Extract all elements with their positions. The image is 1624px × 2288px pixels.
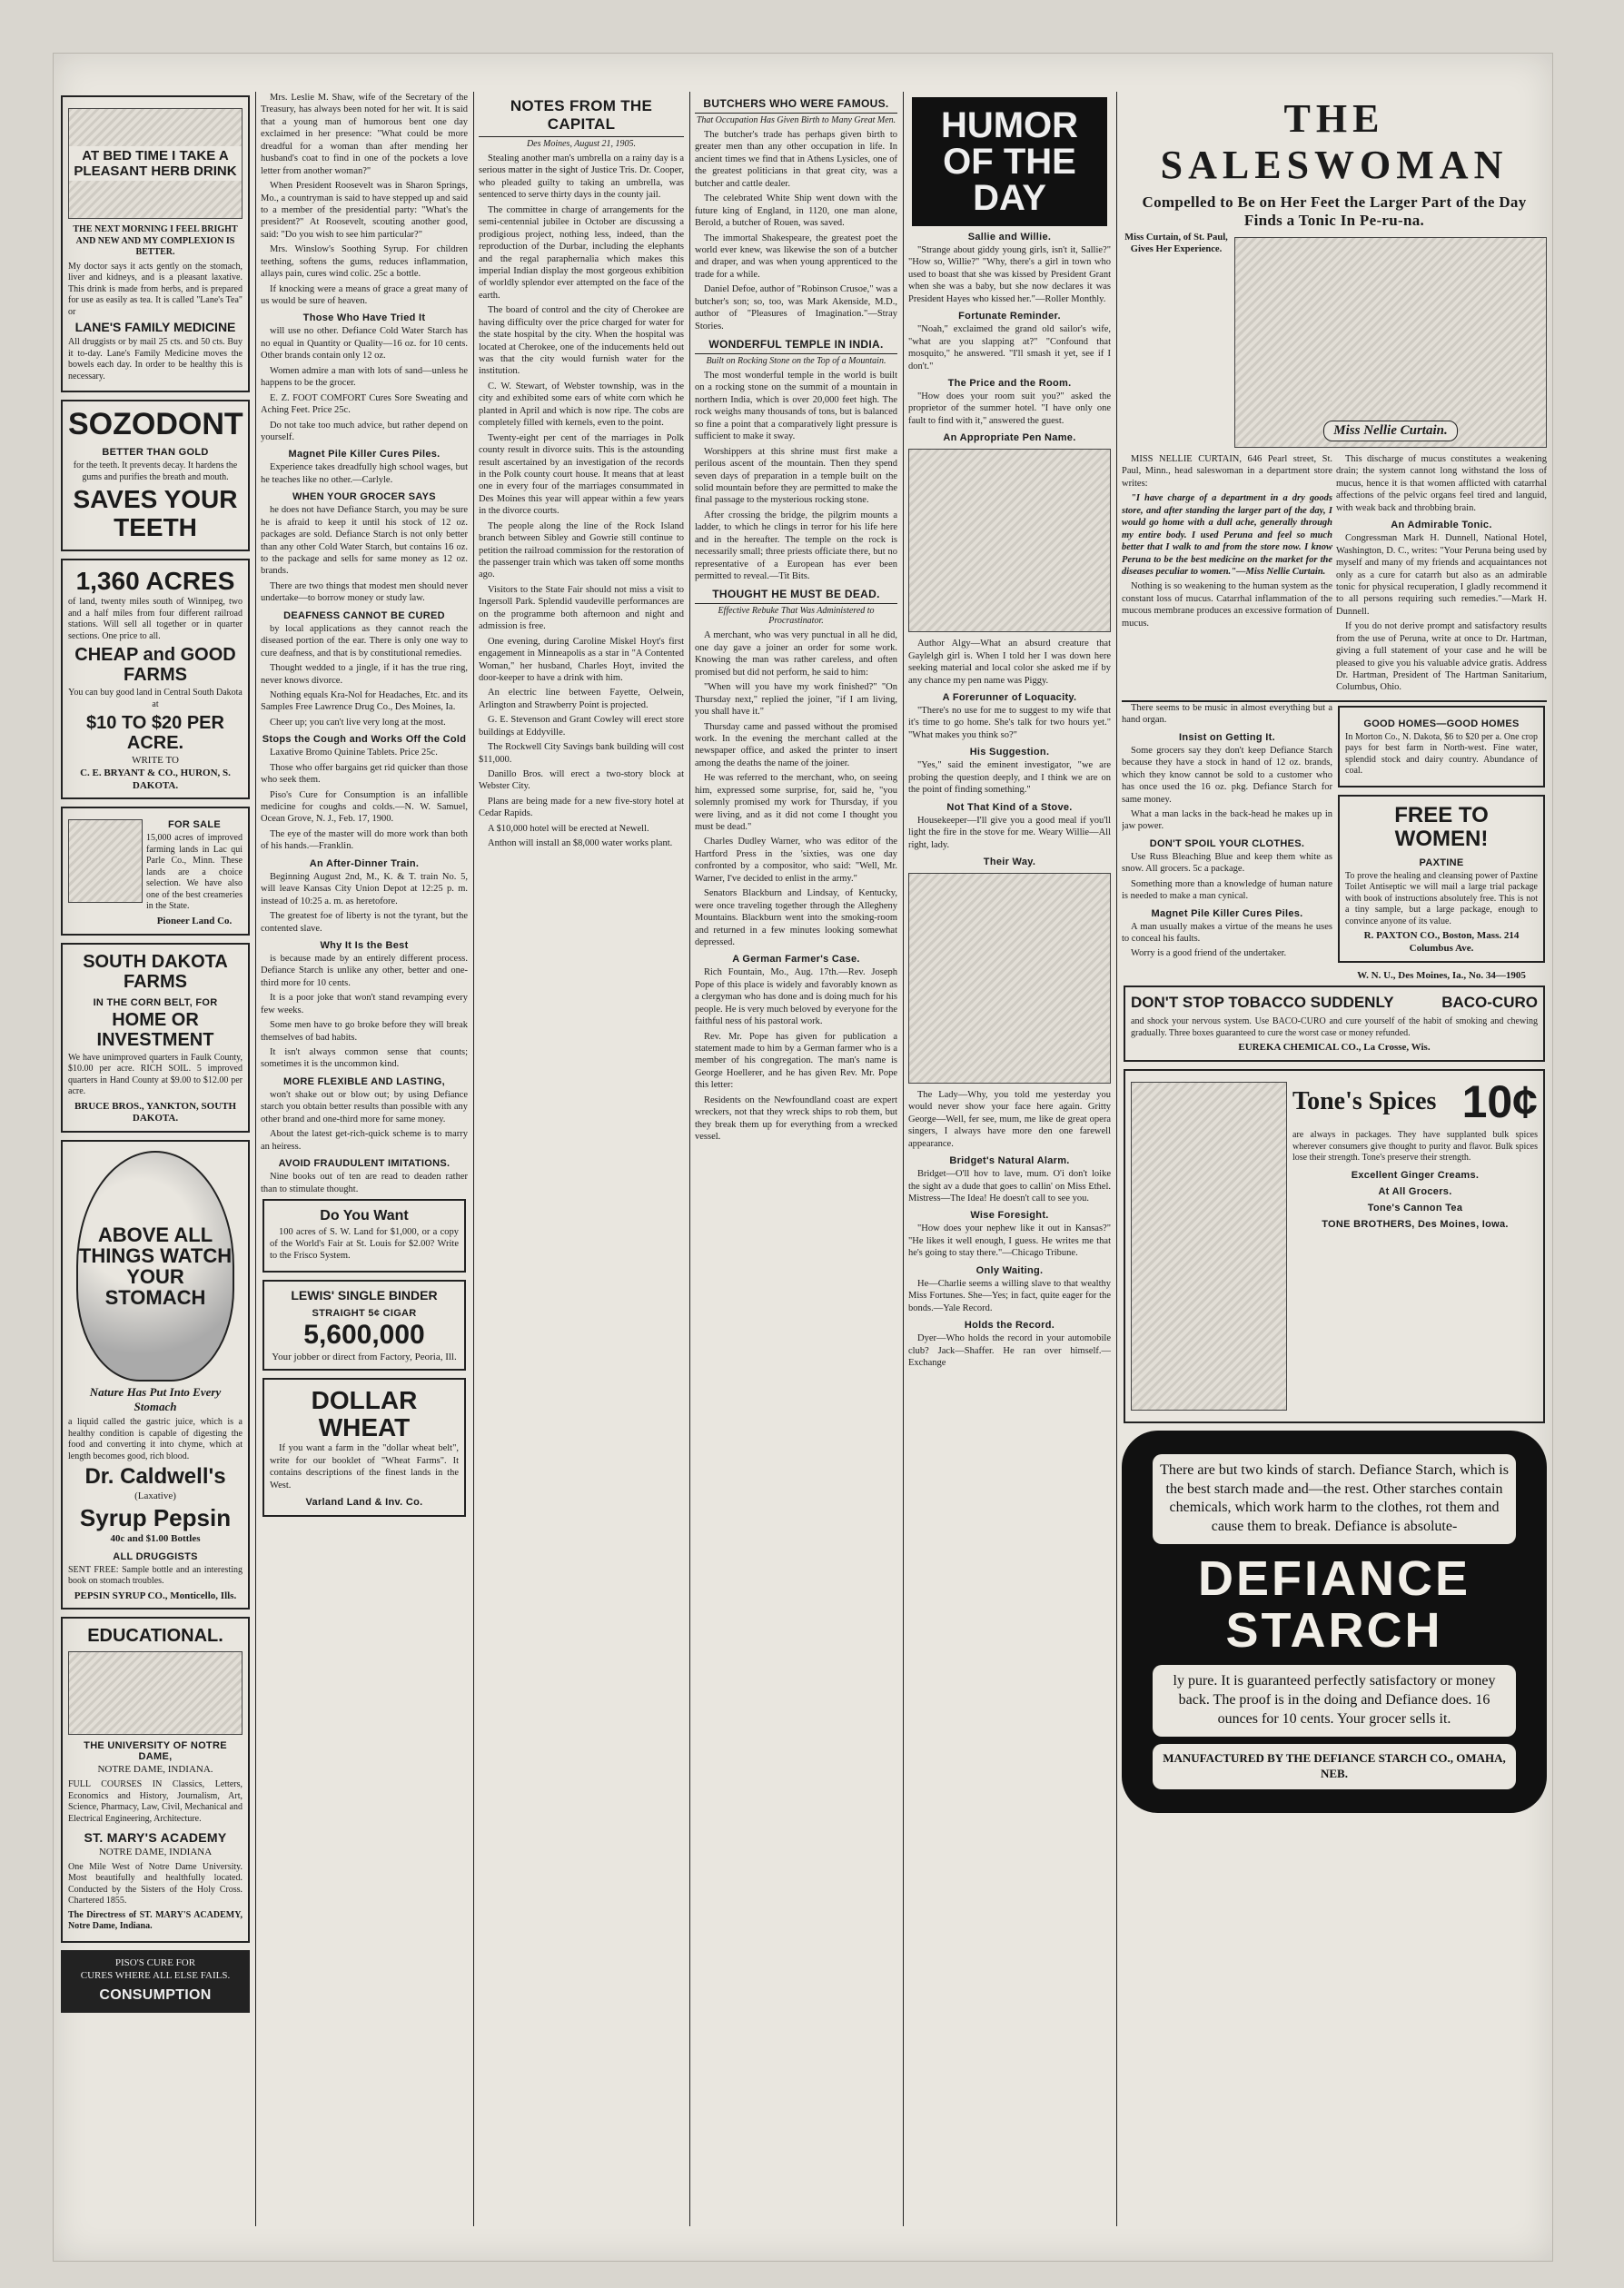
anthon-item: Anthon will install an $8,000 water works plant. <box>488 838 673 849</box>
master-eye-item: The eye of the master will do more work than both of his hands.—Franklin. <box>261 828 468 852</box>
german-farmer-p2: Rev. Mr. Pope has given for publication a statement made to him by a German farmer who is a member of his congregation. The man's name is George Hoellerer, and he has given Rev. Mr. Pope this letter: <box>695 1031 897 1091</box>
free-to-women-title: FREE TO WOMEN! <box>1394 802 1489 852</box>
tones-company: TONE BROTHERS, Des Moines, Iowa. <box>1322 1218 1509 1230</box>
saleswoman-caption: Miss Curtain, of St. Paul, Gives Her Experience. <box>1124 233 1228 255</box>
insist-heading: Insist on Getting It. <box>1179 731 1275 743</box>
common-sense-item: It isn't always common sense that counts; sometimes it is the uncommon kind. <box>261 1047 468 1070</box>
humor-item-1: "Strange about giddy young girls, isn't it, Sallie?" "How so, Willie?" "Why, there's a girl in town who used to boast that she was kissed by President Grant when she was a baby, but she now declares it was President Hayes who kissed her."—Roller Monthly. <box>908 245 1111 304</box>
pen-name-cartoon <box>908 449 1111 632</box>
land-sale-agent: Pioneer Land Co. <box>156 915 233 926</box>
herb-drink-ad <box>61 95 250 392</box>
tonic-heading: An Admirable Tonic. <box>1391 520 1492 531</box>
notre-dame-name: THE UNIVERSITY OF NOTRE DAME, <box>84 1740 227 1763</box>
st-marys-name: ST. MARY'S ACADEMY <box>84 1830 227 1846</box>
column-2-miscellany <box>261 92 468 2226</box>
kra-nol-item: Nothing equals Kra-Nol for Headaches, Etc. and its Samples Free Lawrence Drug Co., Des Moines, Ia. <box>261 689 468 713</box>
cynical-item: Something more than a knowledge of human nature is needed to make a man cynical. <box>1122 878 1332 902</box>
paxtine-brand: PAXTINE <box>1419 857 1464 868</box>
cough-heading: Stops the Cough and Works Off the Cold <box>262 734 467 746</box>
tobacco-company: EUREKA CHEMICAL CO., La Crosse, Wis. <box>1238 1042 1431 1054</box>
dollar-wheat-title: DOLLAR WHEAT <box>311 1386 418 1441</box>
humor-item-5: "There's no use for me to suggest to my wife that it's time to go home. She's talk for two hours yet." "What makes you think so?" <box>908 706 1111 740</box>
herb-ad-tagline: THE NEXT MORNING I FEEL BRIGHT AND NEW AND MY COMPLEXION IS BETTER. <box>73 224 238 257</box>
farms-body: You can buy good land in Central South Dakota at <box>68 688 243 709</box>
herb-ad-body: My doctor says it acts gently on the stomach, liver and kidneys, and is a pleasant laxative. This drink is made from herbs, and is prepared for use as easily as tea. It is called "Lane's Tea" or <box>68 261 243 317</box>
butchers-sub: That Occupation Has Given Birth to Many Great Men. <box>696 115 896 125</box>
divorce-story: Twenty-eight per cent of the marriages in Polk county result in divorce suits. This is the astounding result ascertained by an investigation of the records in the Polk county court house. It means that at least one in every four of the marriages consummated in Des Moines this year will appear within a few years in the divorce courts. <box>479 432 684 517</box>
column-6-ads <box>1122 92 1547 2226</box>
jaw-power-item: What a man lacks in the back-head he makes up in jaw power. <box>1122 808 1332 832</box>
sozodont-name: SOZODONT <box>68 407 243 442</box>
piso-cure-ad <box>61 1950 250 2014</box>
humor-item-3: "How does your room suit you?" asked the proprietor of the summer hotel. "I have only one fault to find with it," answered the guest. <box>908 391 1111 426</box>
tobacco-body: and shock your nervous system. Use BACO-CURO and cure yourself of the habit of smoking and chewing gradually. Three boxes guaranteed to cure the worst case or money refunded. <box>1131 1016 1538 1038</box>
spoil-heading: DON'T SPOIL YOUR CLOTHES. <box>1149 837 1305 849</box>
tones-recipe: Excellent Ginger Creams. <box>1351 1169 1480 1181</box>
humor-heading-6: His Suggestion. <box>969 747 1050 758</box>
hartman-advice: If you do not derive prompt and satisfactory results from the use of Peruna, write at once to Dr. Hartman, giving a full statement of your case and he will be pleased to give you his valuable advice gratis. Address Dr. Hartman, President of The Hartman Sanitarium, Columbus, Ohio. <box>1336 621 1547 693</box>
caldwell-price: 40c and $1.00 Bottles <box>110 1532 201 1544</box>
dead-p1: A merchant, who was very punctual in all he did, one day gave a joiner an order for some work. Knowing the man was rather careless, and often promised but did not perform, he said to him: <box>695 630 897 678</box>
butchers-p3: The immortal Shakespeare, the greatest poet the world ever knew, was likewise the son of a butcher and draper, and was when young apprenticed to the trade for a while. <box>695 233 897 280</box>
caldwell-product: Dr. Caldwell's <box>84 1464 226 1490</box>
humor-of-the-day-header: HUMOR OF THE DAY <box>912 97 1107 226</box>
caldwell-product-name: Syrup Pepsin <box>79 1504 232 1532</box>
humor-item-6: "Yes," said the eminent investigator, "we are probing the question deeply, and I think we are on the point of finding something." <box>908 760 1111 796</box>
university-illustration <box>68 1651 243 1735</box>
sd-farms-sub: IN THE CORN BELT, FOR <box>93 996 218 1008</box>
dead-p2: "When will you have my work finished?" "On Thursday next," replied the joiner, "if I am living, you shall have it." <box>695 682 897 718</box>
do-you-want-ad <box>262 1199 466 1273</box>
dead-p3: Thursday came and passed without the promised work. In the evening the merchant called at the newspaper office, and asked the printer to insert among the deaths the name of the joiner. <box>695 721 897 768</box>
butchers-p1: The butcher's trade has perhaps given birth to greater men than any other occupation in life. In ancient times we find that in Athens Lysicles, one of the greatest politicians in that great city, was a butcher and cattle dealer. <box>695 130 897 189</box>
blackburn-story: Senators Blackburn and Lindsay, of Kentucky, were once traveling together through the Allegheny Mountains. Blackburn went into the smoking-room and returned in a few minutes looking somewhat depressed. <box>695 888 897 947</box>
heiress-item: About the latest get-rich-quick scheme is to marry an heiress. <box>261 1129 468 1152</box>
liberty-item: The greatest foe of liberty is not the tyrant, but the contented slave. <box>261 911 468 934</box>
spoil-body: Use Russ Bleaching Blue and keep them white as snow. All grocers. 5c a package. <box>1122 851 1332 875</box>
sand-item: Women admire a man with lots of sand—unless he happens to be the grocer. <box>261 365 468 389</box>
cedar-rapids-item: Plans are being made for a new five-story hotel at Cedar Rapids. <box>479 796 684 819</box>
why-best-body: is because made by an entirely different process. Defiance Starch is unlike any other, better and one-third more for 10 cents. <box>261 953 468 988</box>
st-marys-directress: The Directress of ST. MARY'S ACADEMY, Notre Dame, Indiana. <box>68 1909 243 1932</box>
pen-name-caption: Author Algy—What an absurd creature that Gaylelgh girl is. When I told her I was down here seeking material and local color she asked me if by any chance my pen name was Piggy. <box>908 639 1111 686</box>
sd-farms-contact: BRUCE BROS., YANKTON, SOUTH DAKOTA. <box>74 1100 237 1124</box>
jubilee-story: The committee in charge of arrangements for the semi-centennial jubilee in October are discussing a prodigious project, nothing less, indeed, than the reproduction of the Durbar, including the elephants and the regal paraphernalia which makes this imperial Indian display the most gorgeous exhibition of worldly splendor ever attempted on the face of the earth. <box>479 204 684 301</box>
balloon-text: ABOVE ALL THINGS WATCH YOUR STOMACH <box>78 1223 233 1310</box>
acres-ad <box>61 559 250 800</box>
avoid-heading: AVOID FRAUDULENT IMITATIONS. <box>278 1158 451 1170</box>
wnu-line: W. N. U., Des Moines, Ia., No. 34—1905 <box>1357 969 1526 981</box>
humor-item-12: Dyer—Who holds the record in your automobile club? Jack—Shaffer. He ran over himself.—Exchange <box>908 1333 1111 1368</box>
acres-body: of land, twenty miles south of Winnipeg, two and a half miles from four different railroad stations. Will sell all together or in quarter sections. One price to all. <box>68 597 243 641</box>
piso-line2: CURES WHERE ALL ELSE FAILS. <box>80 1969 231 1981</box>
advice-item: Do not take too much advice, but rather depend on yourself. <box>261 420 468 442</box>
herb-ad-product: LANE'S FAMILY MEDICINE <box>74 320 236 334</box>
experience-item: Experience takes dreadfully high school wages, but he teaches like no other.—Carlyle. <box>261 462 468 485</box>
grocer-body: he does not have Defiance Starch, you may be sure he is afraid to keep it until his stock of 12 oz. packages are sold. Defiance Starch is not only better than any other Cold Water Starch, but contains 16 oz. to the package and sells for same money as 12 oz. brands. <box>261 505 468 577</box>
humor-item-11: He—Charlie seems a willing slave to that wealthy Miss Fortunes. She—Yes; in fact, quite eager for the bonds.—Yale Record. <box>908 1278 1111 1313</box>
spices-woman-illustration <box>1131 1082 1287 1411</box>
broke-item: Some men have to go broke before they will break themselves of bad habits. <box>261 1020 468 1043</box>
cough-body: Laxative Bromo Quinine Tablets. Price 25c. <box>270 748 438 758</box>
lewis-binder-ad <box>262 1280 466 1372</box>
st-marys-location: NOTRE DAME, INDIANA <box>98 1847 213 1858</box>
temple-p1: The most wonderful temple in the world is built on a rocking stone on the summit of a mountain in northern India, which is over 20,000 feet high. The rock weighs many thousands of tons, but is balanced so fine a point that a comparatively light pressure is sufficient to make it sway. <box>695 371 897 442</box>
humor-item-2: "Noah," exclaimed the grand old sailor's wife, "what are you slapping at?" "Confound that mosquito," he answered. "I'll smash it yet, see if I don't." <box>908 324 1111 371</box>
humor-heading-7: Not That Kind of a Stove. <box>946 801 1073 813</box>
humor-heading-5: A Forerunner of Loquacity. <box>942 692 1077 703</box>
acres-headline: 1,360 ACRES <box>75 566 235 595</box>
humor-heading-12: Holds the Record. <box>964 1320 1055 1332</box>
german-farmer-p1: Rich Fountain, Mo., Aug. 17th.—Rev. Joseph Pope of this place is widely and favorably known as a clergyman who has done and is doing much for his people. He is very much beloved by everyone for the faithful ness of his pastoral work. <box>695 967 897 1027</box>
humor-item-10: "How does your nephew like it out in Kansas?" "He likes it well enough, I guess. He writes me that he's going to stay there."—Chicago Tribune. <box>908 1223 1111 1259</box>
herb-ad-headline: AT BED TIME I TAKE A PLEASANT HERB DRINK <box>69 146 242 181</box>
flexible-heading: MORE FLEXIBLE AND LASTING, <box>283 1075 445 1087</box>
sd-farms-headline: SOUTH DAKOTA FARMS <box>83 951 228 992</box>
deafness-body: by local applications as they cannot reach the diseased portion of the ear. There is only one way to cure deafness, and that is by constitutional remedies. <box>261 623 468 659</box>
magnet-heading-2: Magnet Pile Killer Cures Piles. <box>1151 907 1303 919</box>
binder-number: 5,600,000 <box>303 1320 425 1351</box>
butchers-p4: Daniel Defoe, author of "Robinson Crusoe," was a butcher's son; so, too, was Mark Akenside, M.D., author of "Pleasures of Imagination."—Stray Stories. <box>695 284 897 332</box>
caldwell-product-sub: (Laxative) <box>134 1491 176 1502</box>
cheer-up-item: Cheer up; you can't live very long at the most. <box>270 717 446 728</box>
humor-heading-11: Only Waiting. <box>975 1264 1044 1276</box>
modest-men-item: There are two things that modest men should never undertake—to borrow money or study law. <box>261 580 468 604</box>
those-who-tried-body: will use no other. Defiance Cold Water Starch has no equal in Quantity or Quality—16 oz. for 10 cents. Other brands contain only 12 oz. <box>261 326 468 362</box>
st-marys-body: One Mile West of Notre Dame University. Most beautifully and healthfully located. Conducted by the Sisters of the Holy Cross. Chartered 1855. <box>68 1861 243 1907</box>
dollar-wheat-company: Varland Land & Inv. Co. <box>305 1497 423 1509</box>
soothing-syrup-item: Mrs. Winslow's Soothing Syrup. For children teething, softens the gums, reduces inflammation, allays pain, cures wind colic. 25c a bottle. <box>261 244 468 280</box>
piso-line1: PISO'S CURE FOR <box>114 1956 196 1968</box>
saleswoman-subtitle: Compelled to Be on Her Feet the Larger Part of the Day Finds a Tonic In Pe-ru-na. <box>1142 193 1527 229</box>
mucus-p1: Nothing is so weakening to the human system as the constant loss of mucus. Catarrhal inflammation of the mucous membrane produces an excessive formation of mucus. <box>1122 581 1332 629</box>
sd-farms-headline2: HOME OR INVESTMENT <box>96 1009 214 1050</box>
herb-ad-footer: All druggists or by mail 25 cts. and 50 cts. Buy it to-day. Lane's Family Medicine moves the bowels each day. In order to be healthy this is necessary. <box>68 337 243 381</box>
good-homes-ad <box>1338 706 1545 787</box>
tones-spices-price: 10¢ <box>1461 1075 1538 1127</box>
starch-maker: MANUFACTURED BY THE DEFIANCE STARCH CO., OMAHA, NEB. <box>1153 1744 1516 1789</box>
want-title: Do You Want <box>320 1207 409 1223</box>
capital-notes-title: NOTES FROM THE CAPITAL <box>479 97 684 137</box>
warner-story: Charles Dudley Warner, who was editor of the Hartford Press in the 'sixties, was one day confronted by a compositor, who said: "Well, Mr. Warner, I've decided to enlist in the army." <box>695 837 897 884</box>
capital-dateline: Des Moines, August 21, 1905. <box>526 139 637 149</box>
humor-heading-8: Their Way. <box>983 856 1036 867</box>
notre-dame-courses: FULL COURSES IN Classics, Letters, Economics and History, Journalism, Art, Science, Pharmacy, Law, Civil, Mechanical and Electrical Engineering, Architecture. <box>68 1779 243 1824</box>
after-dinner-body: Beginning August 2nd, M., K. & T. train No. 5, will leave Kansas City Union Depot at 12:25 p. m. instead of 10:25 a. m. as heretofore. <box>261 871 468 906</box>
binder-title: LEWIS' SINGLE BINDER <box>291 1287 438 1302</box>
after-dinner-heading: An After-Dinner Train. <box>309 857 420 869</box>
umbrella-story: Stealing another man's umbrella on a rainy day is a serious matter in the sight of Justice Tris. Dr. Cooper, who pleaded guilty to taking an umbrella, was sentenced to serve thirty days in the county jail. <box>479 154 684 201</box>
humor-heading-3: The Price and the Room. <box>947 377 1072 389</box>
tones-spices-brand: Tone's Spices <box>1292 1086 1437 1115</box>
farms-write-label: WRITE TO <box>132 755 179 767</box>
farms-price: $10 TO $20 PER ACRE. <box>86 713 224 754</box>
jingle-item: Thought wedded to a jingle, if it has the true ring, never knows divorce. <box>261 663 468 686</box>
humor-heading-1: Sallie and Willie. <box>967 232 1052 243</box>
column-rule <box>255 92 256 2226</box>
land-sale-illustration <box>68 819 143 903</box>
deafness-heading: DEAFNESS CANNOT BE CURED <box>283 609 445 621</box>
tones-spices-body: are always in packages. They have supplanted bulk spices wherever consumers give thought to purity and flavor. Bulk spices lose their strength. Tone's preserve their strength. <box>1292 1130 1538 1164</box>
baco-curo-brand: BACO-CURO <box>1441 994 1538 1012</box>
newspaper-page <box>53 53 1553 2262</box>
dead-sub: Effective Rebuke That Was Administered to Procrastinator. <box>718 606 875 627</box>
dollar-wheat-ad <box>262 1378 466 1517</box>
sozodont-body: for the teeth. It prevents decay. It hardens the gums and purifies the breath and mouth. <box>73 461 238 482</box>
worry-item: Worry is a good friend of the undertaker. <box>1131 948 1287 959</box>
caldwell-company: PEPSIN SYRUP CO., Monticello, Ills. <box>74 1590 237 1601</box>
their-way-cartoon <box>908 873 1111 1084</box>
virtue-item: A man usually makes a virtue of the means he uses to conceal his faults. <box>1122 921 1332 944</box>
humor-heading-10: Wise Foresight. <box>970 1210 1049 1222</box>
butchers-p2: The celebrated White Ship went down with the future king of England, in 1120, one man alone, Berold, a butcher of Rouen, was saved. <box>695 193 897 229</box>
why-best-heading: Why It Is the Best <box>320 939 409 951</box>
temple-sub: Built on Rocking Stone on the Top of a Mountain. <box>706 356 886 366</box>
sozodont-slogan: SAVES YOUR TEETH <box>73 485 238 541</box>
notre-dame-location: NOTRE DAME, INDIANA. <box>97 1764 213 1776</box>
bargains-item: Those who offer bargains get rid quicker than those who seek them. <box>261 762 468 786</box>
roosevelt-anecdote: When President Roosevelt was in Sharon Springs, Mo., a countryman is said to have stepped up and said to a member of the presidential party: "What's the president?" At Roosevelt, scouting another good, said: "Do you wish to see him particular?" <box>261 181 468 240</box>
poor-joke-item: It is a poor joke that won't stand revamping every few weeks. <box>261 993 468 1015</box>
column-3-capital-notes <box>479 92 684 2226</box>
column-4-features <box>695 92 897 2226</box>
sozodont-tagline: BETTER THAN GOLD <box>102 447 209 459</box>
insist-body: Some grocers say they don't keep Defiance Starch because they have a stock in hand of 12 oz. brands, which they know cannot be sold to a customer who has once used the 16 oz. pkg. Defiance Starch for same money. <box>1122 745 1332 805</box>
land-sale-body: 15,000 acres of improved farming lands in Lac qui Parle Co., Minn. These lands are a choice selection. We have also one of the best creameries in the State. <box>146 833 243 912</box>
balloon-illustration <box>76 1151 234 1382</box>
want-body: 100 acres of S. W. Land for $1,000, or a copy of the World's Fair at St. Louis for $2.00? Write to the Frisco System. <box>270 1226 459 1262</box>
humor-item-7: Housekeeper—I'll give you a good meal if you'll light the fire in the stove for me. Weary Willie—All right, lady. <box>908 815 1111 850</box>
curtain-testimonial: "I have charge of a department in a dry goods store, and after standing the larger part of the day, I would go home with a dull ache, generally through my entire body. I used Peruna and feel so much better that I walk to and from the store now. I know Peruna to be the best medicine on the market for the diseases peculiar to women."—Miss Nellie Curtain. <box>1122 493 1332 577</box>
column-rule <box>473 92 474 2226</box>
grocer-heading: WHEN YOUR GROCER SAYS <box>292 491 436 503</box>
dunnell-testimonial: Congressman Mark H. Dunnell, National Hotel, Washington, D. C., writes: "Your Peruna being used by myself and many of my friends and acquaintances not only as a cure for catarrh but also as an admirable tonic for physical recuperation, I gladly recommend it to all persons requiring such remedies."—Mark H. Dunnell. <box>1336 533 1547 617</box>
farms-agent: C. E. BRYANT & CO., HURON, S. DAKOTA. <box>80 767 231 791</box>
dead-p4: He was referred to the merchant, who, on seeing him, expressed some surprise, for, said he, "you solemnly promised my work for Thursday, if you were living, and as it did not come I thought you must be dead." <box>695 773 897 832</box>
newfoundland-item: Residents on the Newfoundland coast are expert wreckers, not that they wreck ships to rob them, but they break them up for everything from a wrecked vessel. <box>695 1094 897 1143</box>
sd-farms-body: We have unimproved quarters in Faulk County, $10.00 per acre. RICH SOIL. 5 improved quarters in Hand County at $9.00 to $12.00 per acre. <box>68 1052 243 1097</box>
land-sale-ad <box>61 807 250 935</box>
defiance-starch-name: DEFIANCE STARCH <box>1197 1551 1471 1658</box>
books-item: Nine books out of ten are read to deaden rather than to stimulate thought. <box>261 1172 468 1194</box>
binder-sub: STRAIGHT 5¢ CIGAR <box>312 1308 417 1320</box>
humor-item-9: Bridget—O'll hov to lave, mum. O'i don't loike the sight av a dude that goes to callin' on Miss Ethel. Mistress—The Idea! He doesn't call to see you. <box>908 1169 1111 1203</box>
column-1-ads <box>59 92 252 2226</box>
column-rule <box>1116 92 1117 2226</box>
butchers-title: BUTCHERS WHO WERE FAMOUS. <box>695 97 897 114</box>
eddyville-item: G. E. Stevenson and Grant Cowley will erect store buildings at Eddyville. <box>479 715 684 738</box>
column-5-humor <box>908 92 1111 2226</box>
german-farmer-title: A German Farmer's Case. <box>732 954 860 966</box>
dead-title: THOUGHT HE MUST BE DEAD. <box>695 588 897 604</box>
paxtine-address: R. PAXTON CO., Boston, Mass. 214 Columbus Ave. <box>1363 930 1520 954</box>
piso-line3: CONSUMPTION <box>99 1987 212 2004</box>
temple-p2: Worshippers at this shrine must first make a perilous ascent of the mountain. Then they spend seven days of preparation in a temple built on the solid mountain before they are permitted to make the final passage to the mysterious rocking stone. <box>695 446 897 506</box>
foot-comfort-item: E. Z. FOOT COMFORT Cures Sore Sweating and Aching Feet. Price 25c. <box>261 392 468 416</box>
starch-outro: ly pure. It is guaranteed perfectly satisfactory or money back. The proof is in the doing and Defiance does. 16 ounces for 10 cents. Your grocer sells it. <box>1153 1665 1516 1736</box>
their-way-caption: The Lady—Why, you told me yesterday you would never show your face here again. Gritty George—Well, fer see, mum, me like de great opera singers, I always have more den one farewell appearance. <box>908 1089 1111 1149</box>
electric-line-item: An electric line between Fayette, Oelwein, Arlington and Strawberry Point is projected. <box>479 688 684 710</box>
land-sale-title: FOR SALE <box>167 819 221 831</box>
rock-island-story: The people along the line of the Rock Island branch between Sibley and Gowrie still continue to petition the railroad commission for the restoration of the passenger train which was taken off some months ago. <box>479 520 684 580</box>
good-homes-body: In Morton Co., N. Dakota, $6 to $20 per a. One crop pays for best farm in North-west. Fine water, splendid stock and dairy country. Abundance of coal. <box>1345 731 1538 777</box>
caldwell-syrup-pepsin-ad <box>61 1140 250 1610</box>
mucus-p2: This discharge of mucus constitutes a weakening drain; the system cannot long withstand the loss of mucus, hence it is that women afflicted with catarrhal affections of the pelvic organs feel tired and languid, with weak back and throbbing brain. <box>1336 454 1547 513</box>
dollar-wheat-body: If you want a farm in the "dollar wheat belt", write for our booklet of "Wheat Farms". It contains descriptions of the finest lands in the West. <box>270 1443 459 1491</box>
humor-heading-4: An Appropriate Pen Name. <box>943 432 1076 444</box>
cherokee-water-story: The board of control and the city of Cherokee are having difficulty over the price charged for water for the state hospital by the city. When the hospital was located at Cherokee, one of the inducements held out was that the city would furnish water for the institution. <box>479 305 684 377</box>
herb-drink-illustration <box>68 108 243 219</box>
binder-footer: Your jobber or direct from Factory, Peoria, Ill. <box>272 1351 457 1362</box>
curtain-intro: MISS NELLIE CURTAIN, 646 Pearl street, St. Paul, Minn., head saleswoman in a department store writes: <box>1122 454 1332 489</box>
rockwell-item: The Rockwell City Savings bank building will cost $11,000. <box>479 742 684 765</box>
humor-heading-2: Fortunate Reminder. <box>958 311 1061 322</box>
caldwell-body: a liquid called the gastric juice, which is a healthy condition is capable of digesting the food and converting it into chyme, which at length becomes good, rich blood. <box>68 1417 243 1461</box>
nellie-curtain-portrait <box>1234 237 1547 448</box>
good-homes-heading: GOOD HOMES—GOOD HOMES <box>1363 718 1520 729</box>
humor-heading-9: Bridget's Natural Alarm. <box>949 1155 1070 1167</box>
tones-sold: At All Grocers. <box>1378 1185 1452 1197</box>
corn-story: C. W. Stewart, of Webster township, was in the city and exhibited some ears of white corn which he planted in April and which is now ripe. The cobs are completely filled with kernels, even to the point. <box>479 381 684 429</box>
flexible-body: won't shake out or blow out; by using Defiance starch you obtain better results than possible with any other brand and one-third more for same money. <box>261 1089 468 1124</box>
caldwell-offer: SENT FREE: Sample bottle and an interesting book on stomach troubles. <box>68 1564 243 1587</box>
portrait-label: Miss Nellie Curtain. <box>1323 421 1457 441</box>
defiance-starch-ad <box>1122 1431 1547 1813</box>
hand-organ-item: There seems to be music in almost everything but a hand organ. <box>1122 702 1332 726</box>
caldwell-sellers: ALL DRUGGISTS <box>113 1550 198 1562</box>
state-fair-story: Visitors to the State Fair should not miss a visit to Ingersoll Park. Splendid vaudeville performances are on the programme both afternoon and night and admission is free. <box>479 584 684 632</box>
temple-title: WONDERFUL TEMPLE IN INDIA. <box>695 338 897 354</box>
caldwell-note: Nature Has Put Into Every Stomach <box>89 1385 222 1414</box>
temple-p3: After crossing the bridge, the pilgrim mounts a ladder, to which he clings in terror for his life here and in the hereafter. The temple on the rock is necessarily small; three priests officiate there, but no representative of a European has ever been permitted to reveal.—Tit Bits. <box>695 510 897 581</box>
webster-city-item: Danillo Bros. will erect a two-story block at Webster City. <box>479 769 684 792</box>
educational-title: EDUCATIONAL. <box>87 1626 223 1647</box>
starch-intro: There are but two kinds of starch. Defiance Starch, which is the best starch made and—the rest. Other starches contain chemicals, which work harm to the clothes, rot them and cause them to break. Defiance is absolute- <box>1153 1454 1516 1544</box>
tones-tea: Tone's Cannon Tea <box>1367 1202 1463 1213</box>
farms-headline: CHEAP and GOOD FARMS <box>74 645 236 686</box>
knocking-item: If knocking were a means of grace a great many of us would be sure of heaven. <box>261 283 468 306</box>
hoyt-story: One evening, during Caroline Miskel Hoyt's first engagement in Minneapolis as a star in "A Contented Woman," her husband, Charles Hoyt, invited the door-keeper to have a drink with him. <box>479 636 684 683</box>
south-dakota-farms-ad <box>61 943 250 1134</box>
tobacco-heading: DON'T STOP TOBACCO SUDDENLY <box>1131 994 1394 1012</box>
those-who-tried-heading: Those Who Have Tried It <box>302 312 426 324</box>
educational-ad <box>61 1617 250 1943</box>
shaw-anecdote: Mrs. Leslie M. Shaw, wife of the Secretary of the Treasury, has always been noted for her wit. It is said that a young man of humorous bent one day exclaimed in her presence: "What could be more dreadful for a woman than after mending her husband's coat to find in one of the pockets a love letter from another woman?" <box>261 93 468 176</box>
piso-testimonial: Piso's Cure for Consumption is an infallible medicine for coughs and colds.—N. W. Samuel, Ocean Grove, N. J., Feb. 17, 1900. <box>261 789 468 825</box>
tones-spices-ad <box>1124 1069 1545 1423</box>
sozodont-ad <box>61 400 250 550</box>
column-rule <box>903 92 904 2226</box>
saleswoman-title: THE SALESWOMAN <box>1160 96 1509 187</box>
newell-item: A $10,000 hotel will be erected at Newell. <box>488 823 649 834</box>
tobacco-ad <box>1124 986 1545 1061</box>
free-to-women-ad <box>1338 795 1545 963</box>
magnet-heading: Magnet Pile Killer Cures Piles. <box>288 449 441 461</box>
column-rule <box>689 92 690 2226</box>
paxtine-body: To prove the healing and cleansing power of Paxtine Toilet Antiseptic we will mail a large trial package with book of instructions absolutely free. This is not a tiny sample, but a large package, enough to convince anyone of its value. <box>1345 870 1538 926</box>
